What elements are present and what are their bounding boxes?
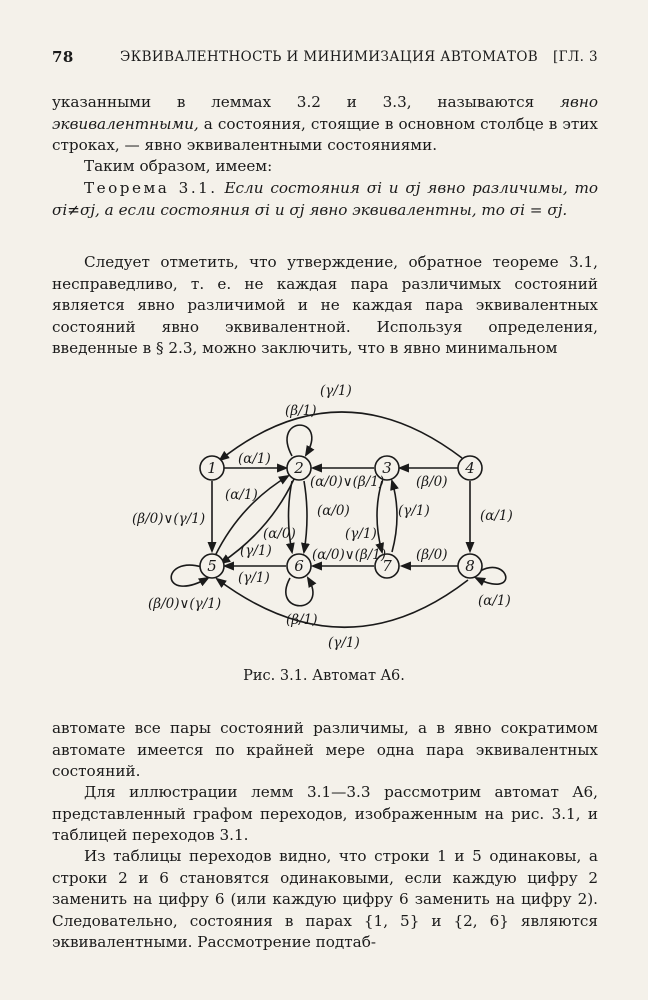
automaton-graph-figure bbox=[120, 375, 540, 665]
label-e3-2: (α/0)∨(β/1) bbox=[310, 474, 385, 490]
label-top-arc: (γ/1) bbox=[320, 383, 352, 399]
label-e1-5: (β/0)∨(γ/1) bbox=[132, 511, 206, 527]
label-bottom-arc: (γ/1) bbox=[328, 635, 360, 651]
paragraph-1 bbox=[52, 92, 598, 157]
label-e1-2: (α/1) bbox=[238, 451, 271, 467]
label-e2-6b: (α/0) bbox=[317, 503, 350, 519]
para2-text: Таким образом, имеем: bbox=[84, 157, 273, 175]
edge-2-6b bbox=[304, 481, 307, 552]
page-header bbox=[52, 48, 598, 68]
label-e3-7-left: (γ/1) bbox=[345, 526, 377, 542]
edge-3-7a bbox=[377, 481, 382, 552]
label-e5-2: (α/1) bbox=[225, 487, 258, 503]
loop-6 bbox=[286, 578, 313, 606]
label-loop2: (β/1) bbox=[285, 403, 317, 419]
figure-caption: Рис. 3.1. Автомат A6. bbox=[243, 668, 405, 684]
automaton-graph bbox=[120, 375, 540, 665]
paragraph-5 bbox=[52, 782, 598, 847]
node-1-label: 1 bbox=[207, 459, 217, 477]
paragraph-2 bbox=[52, 156, 598, 178]
paragraph-4 bbox=[52, 718, 598, 783]
label-e8-7: (β/0) bbox=[416, 547, 448, 563]
theorem-text: Если состояния σi и σj явно различимы, то σi≠σj, а если состояния σi и σj явно эквивалентны, то σi = σj. bbox=[52, 179, 599, 219]
node-7-label: 7 bbox=[382, 557, 392, 575]
para6-text: Из таблицы переходов видно, что строки 1 и 5 одинаковы, а строки 2 и 6 становятся одинаковыми, если каждую цифру 2 заменить на цифру 6 (или каждую цифру 6 заменить на цифру 2). Следовательно, состояния в парах {1, 5} и {2, 6} являются эквивалентными. Рассмотрение подтаб- bbox=[52, 847, 598, 951]
running-title: ЭКВИВАЛЕНТНОСТЬ И МИНИМИЗАЦИЯ АВТОМАТОВ bbox=[120, 49, 539, 65]
node-5-label: 5 bbox=[207, 557, 217, 575]
theorem-label: Теорема 3.1. bbox=[84, 179, 218, 197]
paragraph-3 bbox=[52, 252, 598, 360]
para5-text: Для иллюстрации лемм 3.1—3.3 рассмотрим автомат A6, представленный графом переходов, изображенным на рис. 3.1, и таблицей переходов 3.1. bbox=[52, 783, 598, 844]
node-4-label: 4 bbox=[465, 459, 475, 477]
theorem-3-1 bbox=[52, 178, 598, 221]
label-e7-6: (α/0)∨(β/1) bbox=[312, 547, 387, 563]
label-e4-3: (β/0) bbox=[416, 474, 448, 490]
label-e3-7: (γ/1) bbox=[398, 503, 430, 519]
edge-7-3b bbox=[392, 481, 397, 552]
label-e2-5: (γ/1) bbox=[240, 543, 272, 559]
node-6-label: 6 bbox=[294, 557, 304, 575]
node-2-label: 2 bbox=[294, 459, 304, 477]
label-loop6: (β/1) bbox=[286, 612, 318, 628]
paragraph-6 bbox=[52, 846, 598, 954]
para1-text-c: а состояния, стоящие в основном столбце в этих строках, — явно эквивалентными состояниями. bbox=[52, 114, 598, 154]
label-loop8: (α/1) bbox=[478, 593, 511, 609]
label-e6-5: (γ/1) bbox=[238, 570, 270, 586]
label-e4-8: (α/1) bbox=[480, 508, 513, 524]
node-3-label: 3 bbox=[382, 459, 392, 477]
para3-text: Следует отметить, что утверждение, обратное теореме 3.1, несправедливо, т. е. не каждая пара различимых состояний является явно различимой и не каждая пара эквивалентных состояний явно эквивалентной. Используя определения, введенные в § 2.3, можно заключить, что в явно минимальном bbox=[52, 253, 598, 357]
para4-text: автомате все пары состояний различимы, а в явно сократимом автомате имеется по крайней мере одна пара эквивалентных состояний. bbox=[52, 719, 598, 780]
chapter-label: [ГЛ. 3 bbox=[552, 49, 598, 65]
node-8-label: 8 bbox=[465, 557, 475, 575]
edge-8-5 bbox=[217, 579, 468, 627]
label-e2-6a: (α/0) bbox=[263, 526, 296, 542]
loop-2 bbox=[287, 425, 312, 456]
label-loop5: (β/0)∨(γ/1) bbox=[148, 596, 222, 612]
para1-text-a: указанными в леммах 3.2 и 3.3, называются bbox=[52, 93, 560, 111]
para1-term: явно эквивалентными, bbox=[52, 93, 598, 133]
page-number: 78 bbox=[52, 48, 74, 66]
